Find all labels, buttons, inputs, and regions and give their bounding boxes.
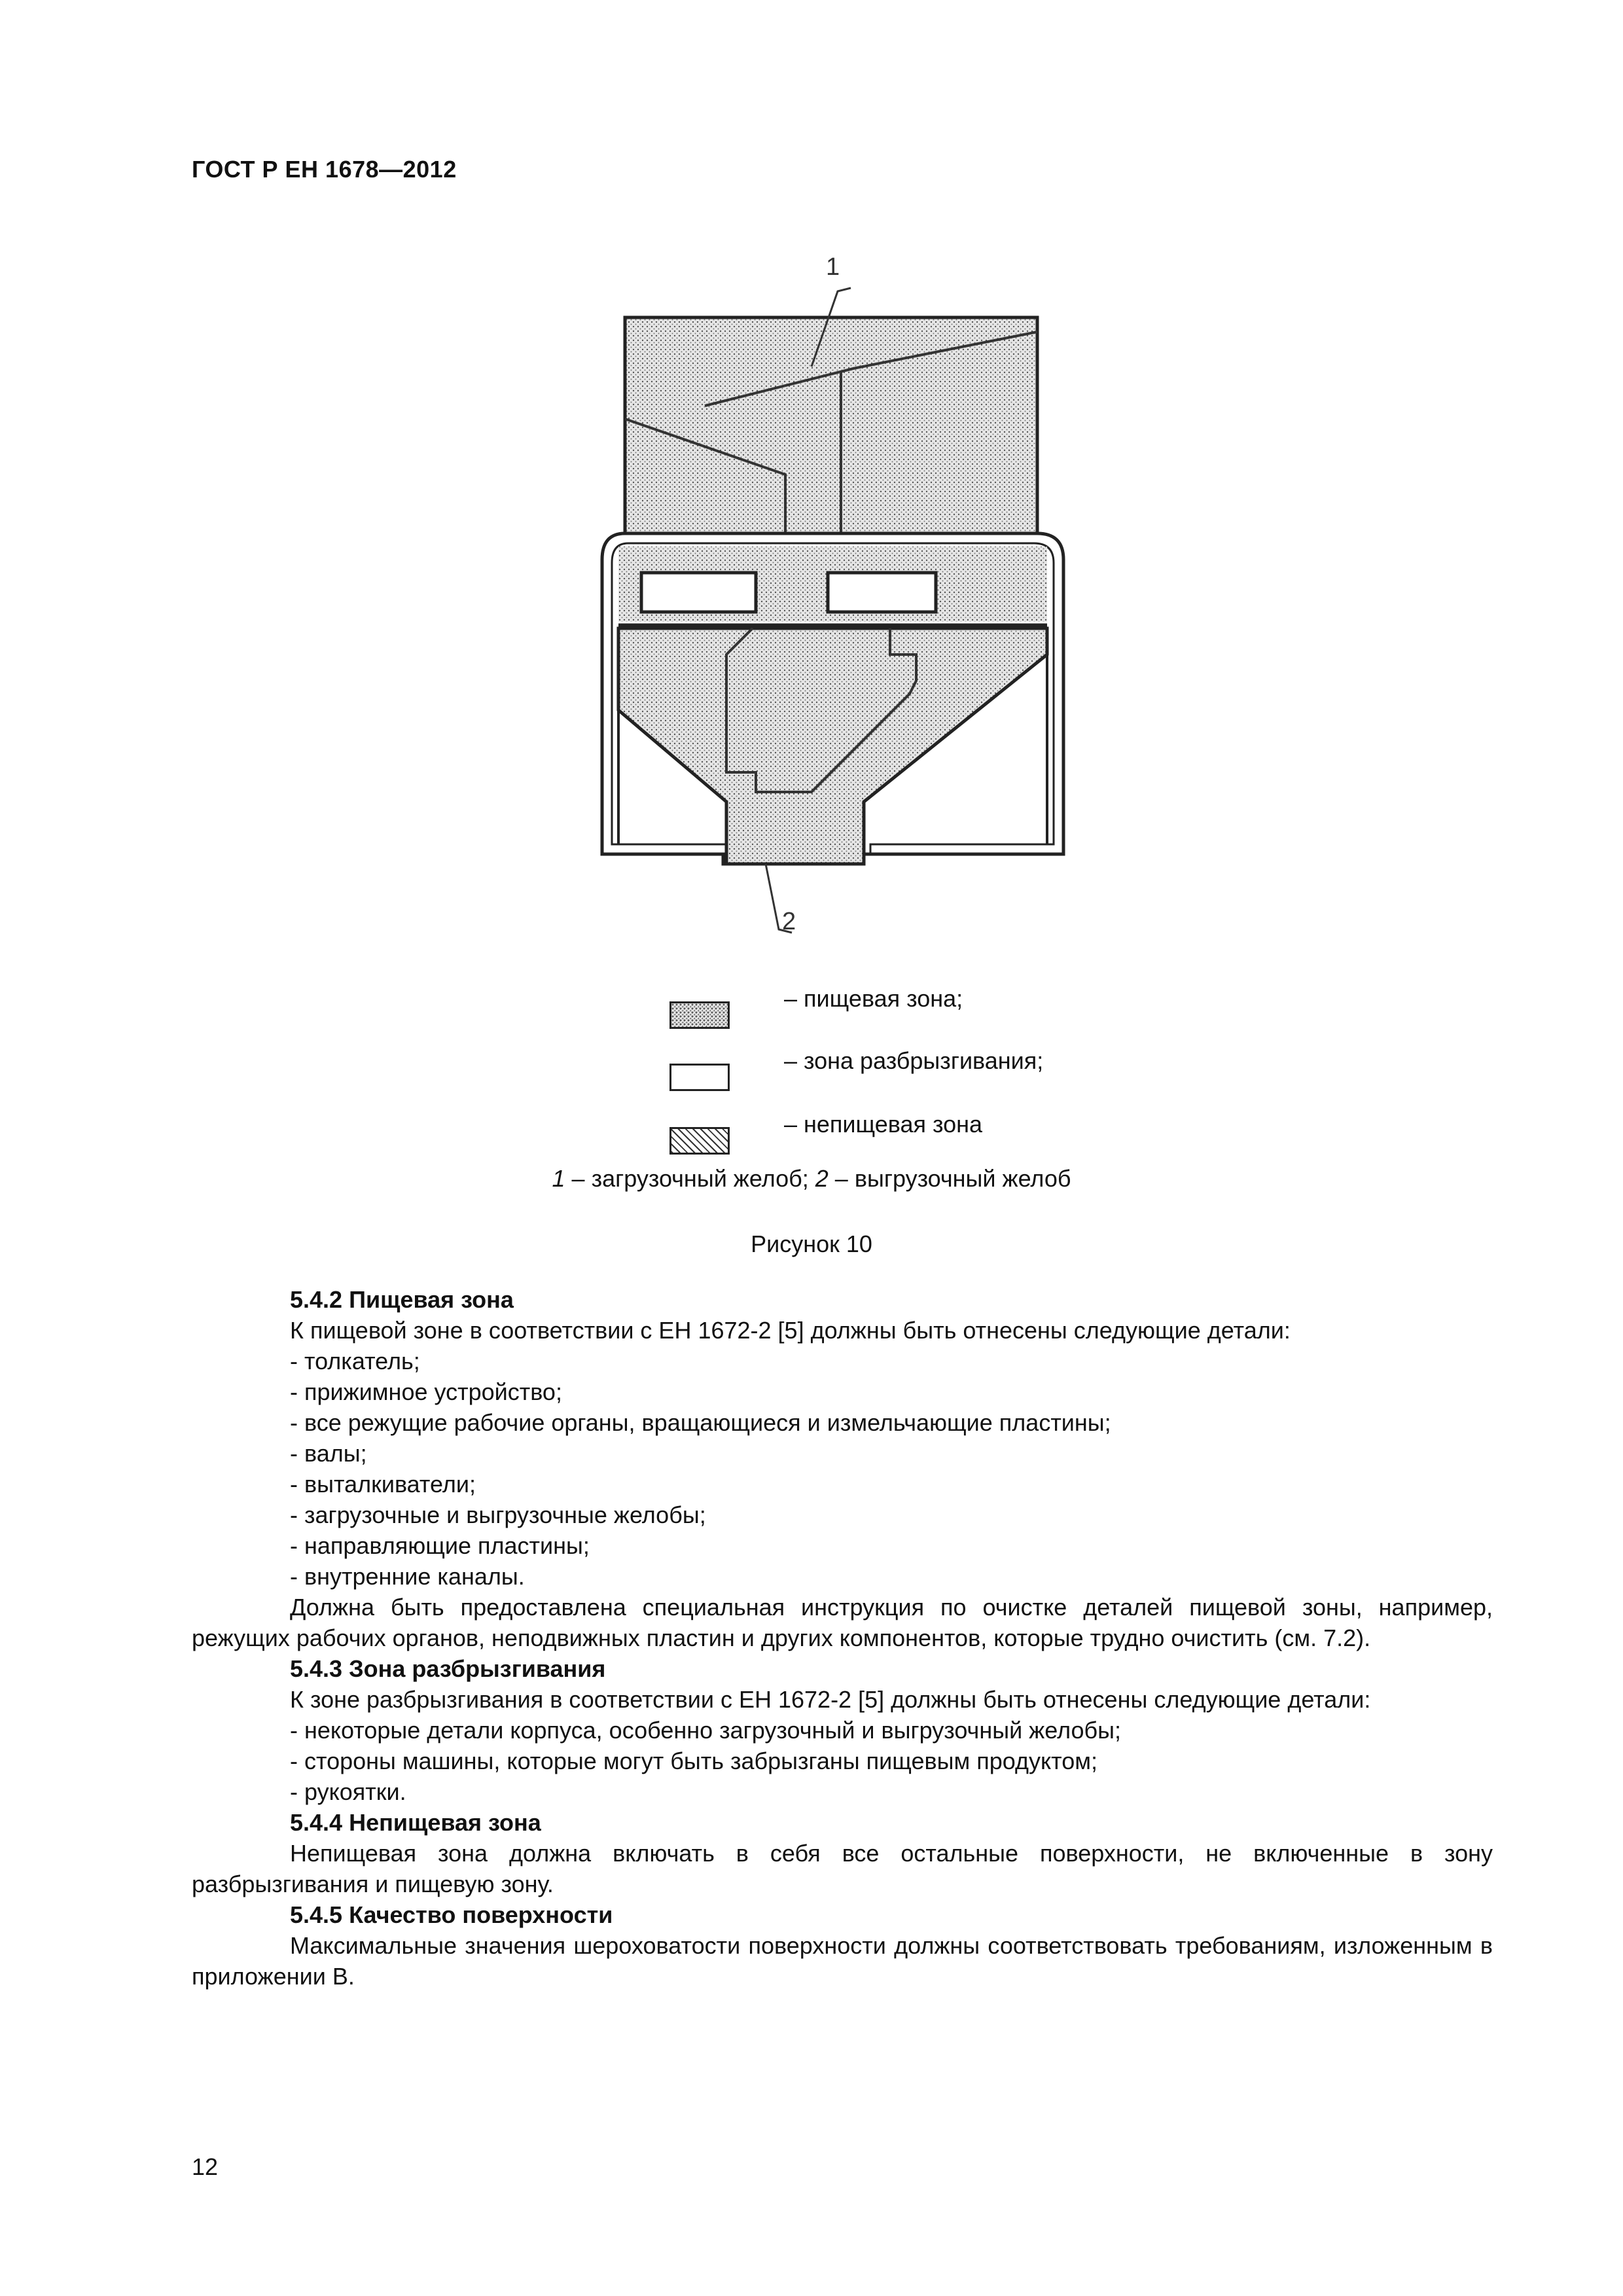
list-item: - рукоятки.	[290, 1778, 406, 1805]
callout-1: 1	[826, 253, 840, 281]
list-item: - прижимное устройство;	[290, 1378, 562, 1405]
list-item: - выталкиватели;	[290, 1471, 476, 1498]
list-item: - внутренние каналы.	[290, 1563, 525, 1590]
figure-caption: Рисунок 10	[751, 1230, 872, 1257]
section-5-4-5-text: Максимальные значения шероховатости поверхности должны соответствовать требованиям, изложенным в приложении В.	[192, 1932, 1493, 1990]
machine-cross-section-drawing	[589, 249, 1113, 956]
list-item: - загрузочные и выгрузочные желобы;	[290, 1501, 706, 1528]
explanation-number-1: 1	[552, 1165, 565, 1192]
page-number: 12	[192, 2153, 219, 2180]
body-text	[192, 1284, 1493, 1992]
list-item: - все режущие рабочие органы, вращающиеся и измельчающие пластины;	[290, 1409, 1111, 1436]
list-item: - стороны машины, которые могут быть забрызганы пищевым продуктом;	[290, 1748, 1097, 1774]
legend-label-food-zone: – пищевая зона;	[784, 985, 963, 1012]
legend-label-non-food-zone: – непищевая зона	[784, 1111, 983, 1138]
list-item: - направляющие пластины;	[290, 1532, 590, 1559]
section-5-4-2-title: 5.4.2 Пищевая зона	[290, 1286, 514, 1313]
legend-swatch-food-zone	[669, 1001, 730, 1029]
list-item: - валы;	[290, 1440, 367, 1467]
section-5-4-5-title: 5.4.5 Качество поверхности	[290, 1901, 613, 1928]
figure-explanation	[0, 1165, 1623, 1193]
explanation-text-2: – выгрузочный желоб	[828, 1165, 1071, 1192]
explanation-number-2: 2	[815, 1165, 829, 1192]
legend-swatch-splash-zone	[669, 1064, 730, 1091]
section-5-4-2-note: Должна быть предоставлена специальная инструкция по очистке деталей пищевой зоны, например, режущих рабочих органов, неподвижных пластин и других компонентов, которые трудно очистить (см. 7.2).	[192, 1594, 1493, 1651]
list-item: - толкатель;	[290, 1348, 420, 1374]
list-item: - некоторые детали корпуса, особенно загрузочный и выгрузочный желобы;	[290, 1717, 1122, 1744]
section-5-4-2-intro: К пищевой зоне в соответствии с ЕН 1672-2 [5] должны быть отнесены следующие детали:	[290, 1317, 1291, 1344]
explanation-text-1: – загрузочный желоб;	[565, 1165, 815, 1192]
legend-swatch-non-food-zone	[669, 1127, 730, 1155]
section-5-4-3-title: 5.4.3 Зона разбрызгивания	[290, 1655, 606, 1682]
section-5-4-3-intro: К зоне разбрызгивания в соответствии с ЕН 1672-2 [5] должны быть отнесены следующие детали:	[290, 1686, 1371, 1713]
section-5-4-4-text: Непищевая зона должна включать в себя все остальные поверхности, не включенные в зону разбрызгивания и пищевую зону.	[192, 1840, 1493, 1897]
section-5-4-4-title: 5.4.4 Непищевая зона	[290, 1809, 541, 1836]
document-code-header: ГОСТ Р ЕН 1678—2012	[192, 156, 457, 183]
callout-2: 2	[782, 908, 796, 935]
legend-label-splash-zone: – зона разбрызгивания;	[784, 1047, 1044, 1074]
